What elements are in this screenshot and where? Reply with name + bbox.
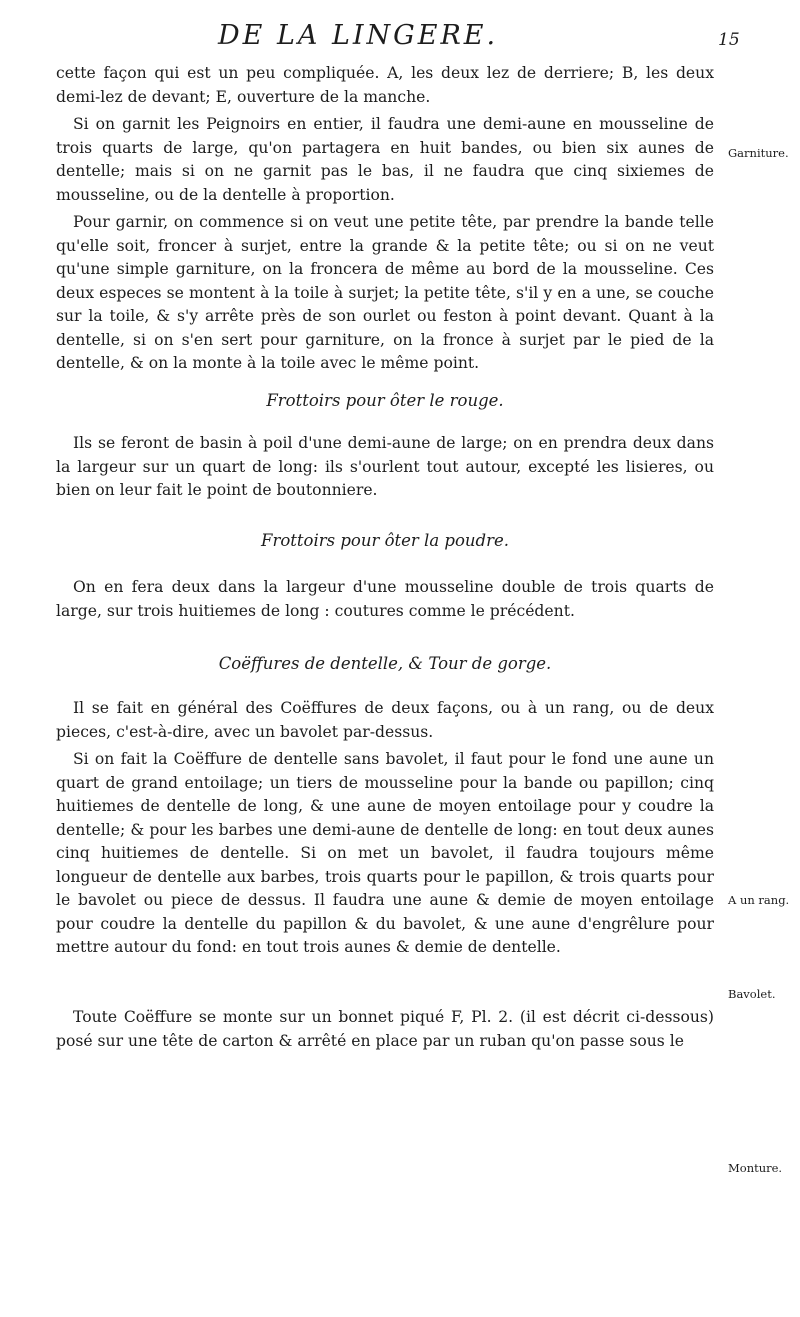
margin-note-monture: Monture. [728,1161,783,1175]
running-head [0,20,800,52]
paragraph-coeffures-facons: Il se fait en général des Coëffures de deux façons, ou à un rang, ou de deux pieces, c'est-à-dire, avec un bavolet par-dessus. [56,699,714,741]
paragraph-frottoirs-rouge: Ils se feront de basin à poil d'une demi-aune de large; on en prendra deux dans la largeur sur un quart de long: ils s'ourlent tout autour, excepté les lisieres, ou bien on leur fait le point de boutonniere. [56,434,714,499]
heading-frottoirs-rouge: Frottoirs pour ôter le rouge. [266,391,504,410]
margin-note-bavolet: Bavolet. [728,987,776,1001]
heading-coeffures: Coëffures de dentelle, & Tour de gorge. [218,654,552,673]
heading-frottoirs-poudre: Frottoirs pour ôter la poudre. [261,531,509,550]
margin-note-un-rang: A un rang. [728,893,790,907]
margin-note-garniture: Garniture. [728,146,789,160]
main-text [56,62,714,1053]
paragraph-1: cette façon qui est un peu compliquée. A, les deux lez de derriere; B, les deux demi-lez de devant; E, ouverture de la manche. [56,64,714,106]
paragraph-garniture: Si on garnit les Peignoirs en entier, il faudra une demi-aune en mousseline de trois quarts de large, qu'on partagera en huit bandes, ou bien six aunes de dentelle; mais si on ne garnit pas le bas, il ne faudra que cinq sixiemes de mousseline, ou de la dentelle à proportion. [56,115,714,204]
paragraph-frottoirs-poudre: On en fera deux dans la largeur d'une mousseline double de trois quarts de large, sur trois huitiemes de long : coutures comme le précédent. [56,578,714,620]
paragraph-monture: Toute Coëffure se monte sur un bonnet piqué F, Pl. 2. (il est décrit ci-dessous) posé sur une tête de carton & arrêté en place par un ruban qu'on passe sous le [56,1008,714,1050]
running-title: DE LA LINGERE. [218,20,499,51]
page-number: 15 [718,30,740,50]
paragraph-coeffures-bavolet: Si on fait la Coëffure de dentelle sans bavolet, il faut pour le fond une aune un quart de grand entoilage; un tiers de mousseline pour la bande ou papillon; cinq huitiemes de dentelle de long, & une aune de moyen entoilage pour y coudre la dentelle; & pour les barbes une demi-aune de dentelle de long: en tout deux aunes cinq huitiemes de dentelle. Si on met un bavolet, il faudra toujours même longueur de dentelle aux barbes, trois quarts pour le papillon, & trois quarts pour le bavolet ou piece de dessus. Il faudra une aune & demie de moyen entoilage pour coudre la dentelle du papillon & du bavolet, & une aune d'engrêlure pour mettre autour du fond: en tout trois aunes & demie de dentelle. [56,750,714,956]
paragraph-pour-garnir: Pour garnir, on commence si on veut une petite tête, par prendre la bande telle qu'elle soit, froncer à surjet, entre la grande & la petite tête; ou si on ne veut qu'une simple garniture, on la froncera de même au bord de la mousseline. Ces deux especes se montent à la toile à surjet; la petite tête, s'il y en a une, se couche sur la toile, & s'y arrête près de son ourlet ou feston à point devant. Quant à la dentelle, si on s'en sert pour garniture, on la fronce à surjet par le pied de la dentelle, & on la monte à la toile avec le même point. [56,213,714,372]
